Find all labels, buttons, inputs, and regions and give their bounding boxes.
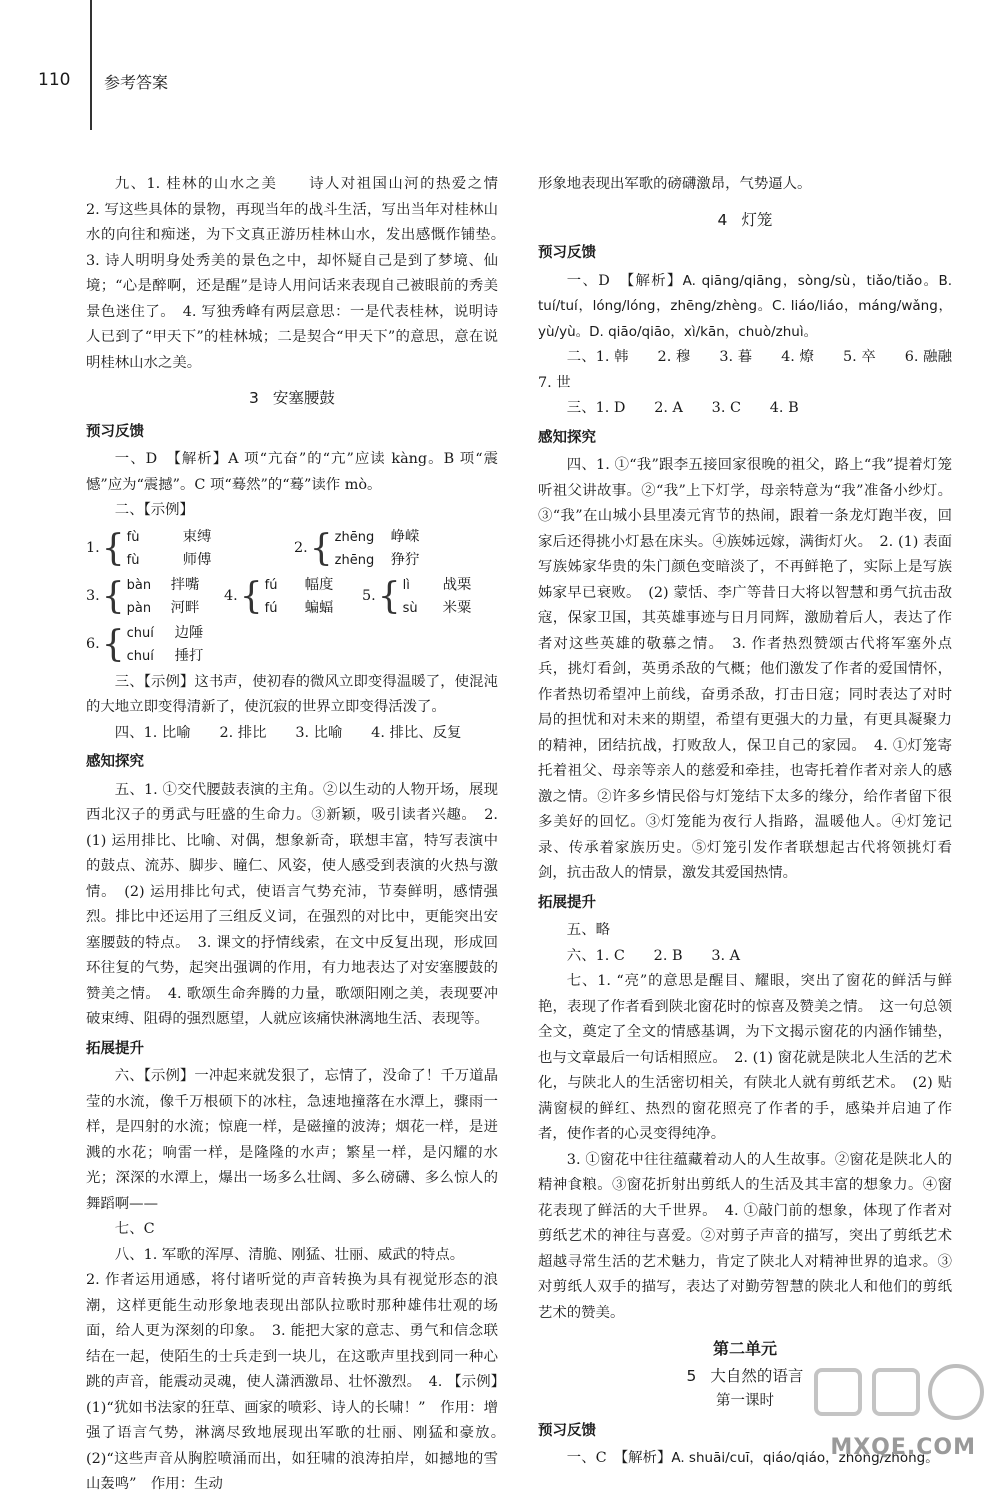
pair-index: 3. <box>86 587 100 604</box>
unit-title: 第二单元 <box>712 1339 777 1358</box>
answer-1-pinyin: A. shuāi/cuī，qiáo/qiáo，zhòng/zhòng。 <box>671 1450 939 1466</box>
section-perception: 感知探究 <box>86 754 144 770</box>
word: 米粟 <box>442 599 472 616</box>
right-column <box>538 172 981 1472</box>
pinyin: zhēng <box>334 552 375 568</box>
answer-1: 一、D 【解析】A 项“亢奋”的“亢”应读 kàng。B 项“震憾”应为“震撼”。C 项“蓦然”的“蓦”读作 mò。 <box>86 451 498 493</box>
pair-index: 6. <box>86 635 100 652</box>
brace-icon: { <box>377 575 401 617</box>
page-number: 110 <box>38 70 71 90</box>
pinyin: sù <box>402 600 418 616</box>
answer-5: 五、略 <box>566 922 610 938</box>
answer-8-continued: 形象地表现出军歌的磅礴激昂，气势逼人。 <box>538 176 812 192</box>
word: 狰狞 <box>390 551 420 568</box>
answer-1-label: 一、C 【解析】 <box>566 1450 672 1466</box>
answer-8-2: 2. 作者运用通感，将付诸听觉的声音转换为具有视觉形态的浪潮，这样更能生动形象地表现出部队拉歌时那种雄伟壮观的场面，给人更为深刻的印象。 3. 能把大家的意志、勇气和信念联结在一起，使陌生的士兵走到一块儿，在这歌声里找到同一种心跳的声音，能震动灵魂，使人潇洒激昂、壮怀激烈。 4. 【示例】(1)“犹如书法家的狂草、画家的喷彩、诗人的长啸！” 作用：增强了语言气势，淋漓尽致地展现出军歌的壮丽、刚猛和豪放。 (2)“这些声音从胸腔喷涌而出，如狂啸的浪涛拍岸，如撼地的雪山轰鸣” 作用：生动 <box>86 1272 513 1492</box>
answer-3: 三、1. D 2. A 3. C 4. B <box>566 400 799 416</box>
answer-2-label: 二、【示例】 <box>114 502 194 518</box>
word: 峥嵘 <box>390 528 420 545</box>
lesson-number: 3 <box>249 389 259 407</box>
section-preview-feedback-2: 预习反馈 <box>538 1422 596 1439</box>
pinyin: chuí <box>126 625 154 641</box>
pinyin-pair <box>294 526 494 572</box>
running-title: 参考答案 <box>104 73 169 92</box>
lesson-title: 大自然的语言 <box>710 1366 804 1385</box>
pinyin-pair <box>86 622 286 668</box>
word: 拌嘴 <box>170 576 200 593</box>
pinyin: bàn <box>126 577 152 593</box>
answer-2: 二、1. 韩 2. 穆 3. 暮 4. 燎 5. 卒 6. 融融 7. 世 <box>538 349 981 391</box>
brace-icon: { <box>101 623 125 665</box>
pair-index: 2. <box>294 539 308 556</box>
answer-2-group-b <box>86 574 498 620</box>
pair-index: 1. <box>86 539 100 556</box>
word: 边陲 <box>174 624 204 641</box>
pinyin: fù <box>126 529 140 545</box>
lesson-number: 5 <box>686 1366 697 1385</box>
pair-index: 5. <box>362 587 376 604</box>
section-perception: 感知探究 <box>538 429 596 446</box>
lesson-4-heading <box>538 208 952 234</box>
lesson-subtitle: 第一课时 <box>716 1393 774 1409</box>
answer-7-continued: 3. ①窗花中往往蕴藏着动人的人生故事。②窗花是陕北人的精神食粮。③窗花折射出剪纸人的生活及其丰富的想象力。④窗花表现了鲜活的大千世界。 4. ①敲门前的想象，体现了作者对剪纸艺术的神往与喜爱。②对剪子声音的描写，突出了剪纸艺术超越寻常生活的艺术魅力，肯定了陕北人对精神世界的追求。③对剪纸人双手的描写，表达了对勤劳智慧的陕北人和他们的剪纸艺术的赞美。 <box>538 1151 952 1321</box>
answer-2-group-c <box>86 622 498 668</box>
answer-2-group-a <box>86 526 498 572</box>
answer-3: 三、【示例】这书声，使初春的微风立即变得温暖了，使混沌的大地立即变得清新了，使沉寂的世界立即变得活泼了。 <box>86 673 498 715</box>
watermark-text: MXQE.COM <box>830 1435 976 1460</box>
left-column <box>86 172 527 1498</box>
word: 蝙蝠 <box>304 599 334 616</box>
pinyin: lì <box>402 577 410 593</box>
answer-7: 七、1. “亮”的意思是醒目、耀眼，突出了窗花的鲜活与鲜艳，表现了作者看到陕北窗花时的惊喜及赞美之情。 这一句总领全文，奠定了全文的情感基调，为下文揭示窗花的内涵作铺垫，也与文章最后一句话相照应。 2. (1) 窗花就是陕北人生活的艺术化，与陕北人的生活密切相关，有陕北人就有剪纸艺术。 (2) 贴满窗棂的鲜红、热烈的窗花照亮了作者的手，感染并启迪了作者，使作者的心灵变得纯净。 <box>538 973 952 1142</box>
brace-icon: { <box>239 575 263 617</box>
pinyin-pair <box>224 574 354 620</box>
pinyin: fù <box>126 552 140 568</box>
pinyin-pair <box>86 574 216 620</box>
lesson-title: 灯笼 <box>741 210 773 229</box>
answer-1 <box>538 269 952 346</box>
section-extension: 拓展提升 <box>538 894 596 911</box>
pinyin: chuí <box>126 648 154 664</box>
lesson-number: 4 <box>717 210 728 229</box>
word: 捶打 <box>174 647 204 664</box>
word: 师傅 <box>182 551 212 568</box>
answer-6: 六、1. C 2. B 3. A <box>566 947 741 964</box>
answer-4: 四、1. 比喻 2. 排比 3. 比喻 4. 排比、反复 <box>114 724 462 741</box>
brace-icon: { <box>101 527 125 569</box>
brace-icon: { <box>101 575 125 617</box>
pinyin-pair <box>86 526 286 572</box>
lesson-title: 安塞腰鼓 <box>272 389 335 407</box>
word: 束缚 <box>182 528 212 545</box>
section-preview-feedback: 预习反馈 <box>86 423 144 440</box>
header-divider <box>90 0 92 130</box>
word: 幅度 <box>304 576 334 593</box>
pinyin: pàn <box>126 600 152 616</box>
lesson-3-heading <box>86 386 498 412</box>
pinyin: fú <box>264 600 278 616</box>
answer-4: 四、1. ①“我”跟李五接回家很晚的祖父，路上“我”提着灯笼听祖父讲故事。②“我”上下灯学，母亲特意为“我”准备小纱灯。③“我”在山城小县里凑元宵节的热闹，跟着一条龙灯跑半夜，回家后还得挑小灯悬在床头。④族姊远嫁，满街灯火。 2. (1) 表面写族姊家华贵的朱门颜色变暗淡了，不再鲜艳了，实际上是写族姊家早已衰败。 (2) 蒙恬、李广等昔日大将以智慧和勇气抗击敌寇，保家卫国，其英雄事迹与日月同辉，激励着后人，表达了作者对这些英雄的敬慕之情。 3. 作者热烈赞颂古代将军塞外点兵，挑灯看剑，英勇杀敌的气概；他们激发了作者的爱国情怀，作者热切希望冲上前线，奋勇杀敌，打击日寇；同时表达了对时局的担忧和对未来的期望，希望有更强大的力量，有更具凝聚力的精神，团结抗战，打败敌人，保卫自己的家园。 4. ①灯笼寄托着祖父、母亲等亲人的慈爱和牵挂，也寄托着作者对亲人的感激之情。②许多乡情民俗与灯笼结下太多的缘分，给作者留下很多美好的回忆。③灯笼能为夜行人指路，温暖他人。④灯笼记录、传承着家族历史。⑤灯笼引发作者联想起古代将领挑灯看剑，抗击敌人的情景，激发其爱国热情。 <box>538 457 952 881</box>
answer-7: 七、C <box>114 1221 155 1237</box>
answer-1-pinyin: A. qiāng/qiāng，sòng/sù，tiǎo/tiǎo。B. tuí/tuí，lóng/lóng，zhēng/zhèng。C. liáo/liáo，máng/wǎng，yù/yù。D. qiāo/qiāo，xì/kān，chuò/zhuì。 <box>538 272 952 340</box>
page-header <box>0 0 1000 140</box>
answer-6: 六、【示例】一冲起来就发狠了，忘情了，没命了！千万道晶莹的水流，像千万根硕下的冰柱，急速地撞落在水潭上，骤雨一样，是四射的水流；惊鹿一样，是磁撞的波涛；烟花一样，是迸溅的水花；响雷一样，是隆隆的水声；繁星一样，是闪耀的水光；深深的水潭上，爆出一场多么壮阔、多么磅礴、多么惊人的舞蹈啊—— <box>86 1068 498 1212</box>
answer-5: 五、1. ①交代腰鼓表演的主角。②以生动的人物开场，展现西北汉子的勇武与旺盛的生命力。③新颖，吸引读者兴趣。 2. (1) 运用排比、比喻、对偶，想象新奇，联想丰富，特写表演中的鼓点、流苏、脚步、瞳仁、风姿，使人感受到表演的火热与激情。 (2) 运用排比句式，使语言气势充沛，节奏鲜明，感情强烈。排比中还运用了三组反义词，在强烈的对比中，更能突出安塞腰鼓的特点。 3. 课文的抒情线索，在文中反复出现，形成回环往复的气势，起突出强调的作用，有力地表达了对安塞腰鼓的赞美之情。 4. 歌颂生命奔腾的力量，歌颂阳刚之美，表现要冲破束缚、阻碍的强烈愿望，人就应该痛快淋漓地生活、表现等。 <box>86 781 498 1027</box>
pair-index: 4. <box>224 587 238 604</box>
word: 战栗 <box>442 576 472 593</box>
brace-icon: { <box>309 527 333 569</box>
pinyin: fú <box>264 577 278 593</box>
pinyin-pair <box>362 574 492 620</box>
answer-9: 九、1. 桂林的山水之美 诗人对祖国山河的热爱之情 2. 写这些具体的景物，再现当年的战斗生活，写出当年对桂林山水的向往和痴迷，为下文真正游历桂林山水，发出感慨作铺垫。 3. 诗人明明身处秀美的景色之中，却怀疑自己是到了梦境、仙境；“心是醉啊，还是醒”是诗人用问话来表现自己被眼前的秀美景色迷住了。 4. 写独秀峰有两层意思：一是代表桂林，说明诗人已到了“甲天下”的桂林城；二是契合“甲天下”的意思，意在说明桂林山水之美。 <box>86 176 527 371</box>
answer-8-1: 八、1. 军歌的浑厚、清脆、刚猛、壮丽、威武的特点。 <box>114 1246 465 1263</box>
section-extension: 拓展提升 <box>86 1040 144 1057</box>
answer-1-label: 一、D 【解析】 <box>566 272 683 289</box>
pinyin: zhēng <box>334 529 375 545</box>
word: 河畔 <box>170 599 200 616</box>
section-preview-feedback: 预习反馈 <box>538 245 596 261</box>
